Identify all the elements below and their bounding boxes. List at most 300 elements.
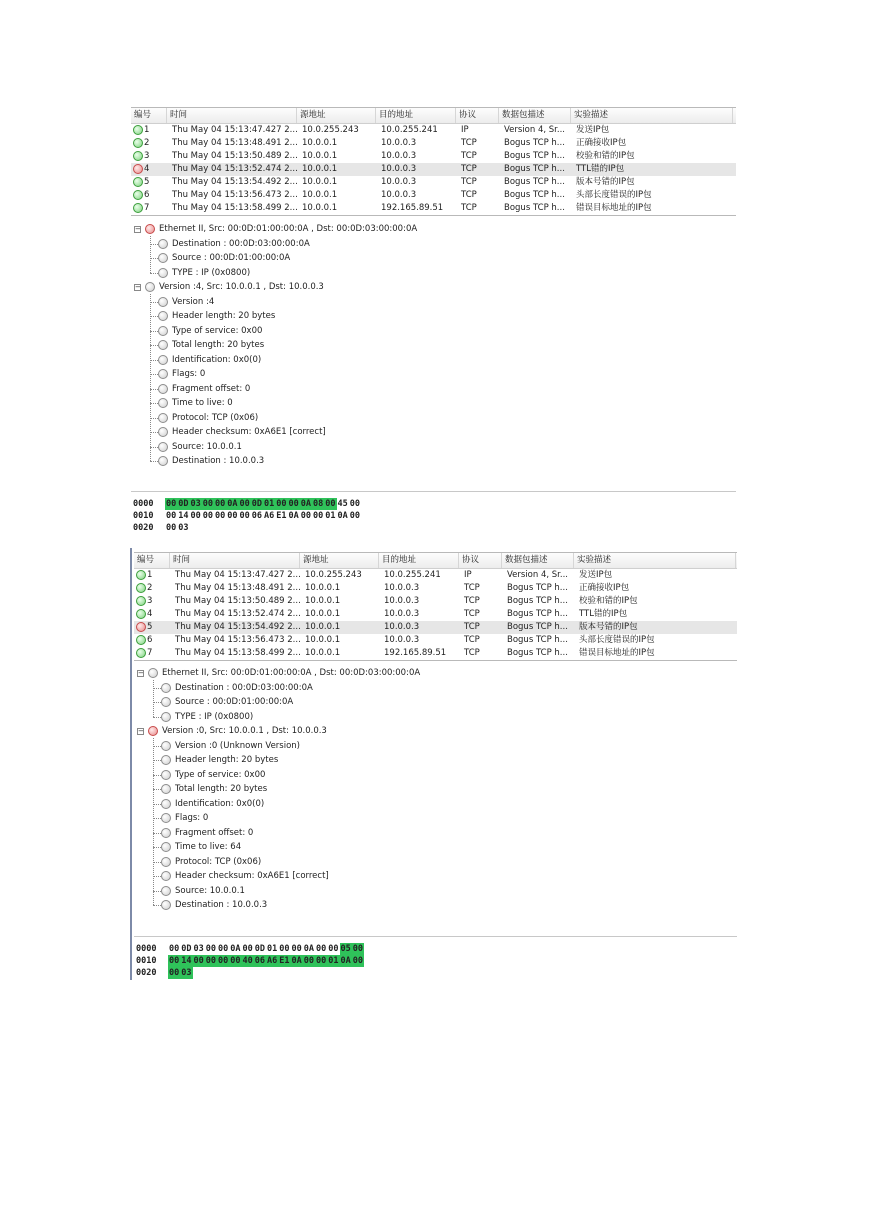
tree-field-label: Source: 10.0.0.1 [172, 441, 242, 452]
hex-byte[interactable]: 00 [169, 968, 180, 978]
hex-byte[interactable]: A6 [264, 511, 275, 521]
status-neutral-icon [148, 668, 158, 678]
experiment-description: 发送IP包 [576, 125, 610, 135]
destination-address: 10.0.255.241 [384, 570, 441, 580]
experiment-description: TTL错的IP包 [579, 609, 628, 619]
hex-byte[interactable]: 01 [325, 511, 336, 521]
table-row[interactable] [134, 634, 737, 647]
hex-byte[interactable]: 00 [288, 499, 299, 509]
destination-address: 10.0.0.3 [381, 138, 417, 148]
packet-description: Bogus TCP h... [504, 177, 565, 187]
experiment-description: 版本号错的IP包 [579, 622, 638, 632]
column-header-5[interactable]: 数据包描述 [502, 553, 574, 568]
field-node-icon [158, 340, 168, 350]
tree-connector [150, 294, 151, 462]
destination-address: 192.165.89.51 [381, 203, 444, 213]
tree-node-label: Version :4, Src: 10.0.0.1 , Dst: 10.0.0.3 [159, 282, 324, 292]
hex-byte[interactable]: 01 [267, 944, 278, 954]
packet-description: Bogus TCP h... [507, 622, 568, 632]
protocol: TCP [461, 203, 477, 213]
table-row[interactable] [131, 189, 736, 202]
tree-field-label: Destination : 10.0.0.3 [175, 900, 268, 910]
destination-address: 192.165.89.51 [384, 648, 447, 658]
tree-connector [150, 360, 158, 361]
field-node-icon [158, 369, 168, 379]
field-node-icon [161, 828, 171, 838]
tree-connector [153, 833, 161, 834]
hex-byte[interactable]: 00 [205, 944, 216, 954]
hex-byte[interactable]: 00 [193, 956, 204, 966]
packet-description: Bogus TCP h... [504, 164, 565, 174]
column-header-0[interactable]: 编号 [131, 108, 167, 123]
column-header-1[interactable]: 时间 [167, 108, 297, 123]
source-address: 10.0.0.1 [305, 648, 341, 658]
column-header-3[interactable]: 目的地址 [376, 108, 456, 123]
field-node-icon [161, 712, 171, 722]
hex-byte[interactable]: 00 [239, 511, 250, 521]
column-header-2[interactable]: 源地址 [297, 108, 376, 123]
tree-field-label: Header length: 20 bytes [172, 311, 276, 321]
hex-byte[interactable]: 01 [264, 499, 275, 509]
hex-byte[interactable]: 00 [325, 499, 336, 509]
experiment-description: 头部长度错误的IP包 [576, 190, 652, 200]
hex-row [136, 943, 364, 955]
tree-connector [150, 447, 158, 448]
hex-byte[interactable]: 00 [166, 511, 177, 521]
hex-byte[interactable]: 03 [190, 499, 201, 509]
hex-byte[interactable]: 00 [349, 511, 360, 521]
hex-row [133, 510, 361, 522]
hex-offset: 0010 [136, 956, 157, 966]
hex-byte[interactable]: 03 [178, 523, 189, 533]
packet-description: Bogus TCP h... [507, 648, 568, 658]
experiment-description: 发送IP包 [579, 570, 613, 580]
hex-byte[interactable]: 00 [313, 511, 324, 521]
hex-byte[interactable]: 06 [251, 511, 262, 521]
hex-byte[interactable]: 00 [166, 499, 177, 509]
packet-description: Version 4, Sr... [507, 570, 568, 580]
table-row[interactable] [134, 608, 737, 621]
destination-address: 10.0.0.3 [381, 164, 417, 174]
packet-time: Thu May 04 15:13:56.473 2... [175, 635, 301, 645]
column-header-5[interactable]: 数据包描述 [499, 108, 571, 123]
packet-time: Thu May 04 15:13:47.427 2... [175, 570, 301, 580]
tree-field-label: Type of service: 0x00 [172, 325, 263, 336]
tree-field-label: Destination : 00:0D:03:00:00:0A [172, 238, 310, 249]
field-node-icon [161, 813, 171, 823]
packet-number: 5 [144, 177, 150, 187]
experiment-description: 校验和错的IP包 [579, 596, 638, 606]
tree-connector [153, 717, 161, 718]
hex-byte[interactable]: 00 [215, 499, 226, 509]
field-node-icon [161, 857, 171, 867]
field-node-icon [161, 886, 171, 896]
protocol: TCP [464, 635, 480, 645]
packet-number: 4 [147, 609, 153, 619]
hex-byte[interactable]: 00 [169, 956, 180, 966]
hex-byte[interactable]: 05 [340, 944, 351, 954]
tree-field-label: Header checksum: 0xA6E1 [correct] [172, 427, 326, 437]
source-address: 10.0.255.243 [302, 125, 359, 135]
packet-list [131, 107, 736, 216]
hex-byte[interactable]: 0A [340, 956, 351, 966]
packet-description: Bogus TCP h... [504, 203, 565, 213]
collapse-toggle-icon[interactable]: − [138, 669, 144, 677]
packet-list-header [131, 108, 736, 124]
packet-number: 3 [147, 596, 153, 606]
source-address: 10.0.0.1 [305, 635, 341, 645]
packet-description: Bogus TCP h... [507, 583, 568, 593]
packet-description: Bogus TCP h... [504, 151, 565, 161]
destination-address: 10.0.0.3 [384, 596, 420, 606]
hex-byte[interactable]: 0D [181, 944, 192, 954]
source-address: 10.0.0.1 [302, 151, 338, 161]
tree-connector [150, 461, 158, 462]
tree-field-label: Destination : 10.0.0.3 [172, 456, 265, 466]
tree-field-label: Protocol: TCP (0x06) [172, 412, 259, 423]
table-row[interactable] [131, 176, 736, 189]
hex-byte[interactable]: 45 [337, 499, 348, 509]
packet-description: Bogus TCP h... [504, 190, 565, 200]
destination-address: 10.0.0.3 [381, 177, 417, 187]
tree-field-label: Protocol: TCP (0x06) [175, 856, 262, 867]
protocol: TCP [464, 583, 480, 593]
tree-field-label: TYPE : IP (0x0800) [172, 267, 251, 278]
protocol: TCP [461, 138, 477, 148]
field-node-icon [158, 456, 168, 466]
field-node-icon [161, 871, 171, 881]
tree-connector [150, 418, 158, 419]
packet-time: Thu May 04 15:13:47.427 2... [172, 125, 298, 135]
tree-field-label: Time to live: 0 [172, 398, 233, 408]
hex-byte[interactable]: 00 [239, 499, 250, 509]
protocol: TCP [464, 648, 480, 658]
column-header-2[interactable]: 源地址 [300, 553, 379, 568]
hex-byte[interactable]: A6 [267, 956, 278, 966]
table-row[interactable] [134, 621, 737, 634]
tree-connector [150, 432, 158, 433]
collapse-toggle-icon[interactable]: − [135, 283, 141, 291]
destination-address: 10.0.0.3 [381, 190, 417, 200]
hex-byte[interactable]: 00 [328, 944, 339, 954]
hex-row [136, 967, 193, 979]
field-node-icon [161, 900, 171, 910]
field-node-icon [158, 442, 168, 452]
protocol: TCP [464, 609, 480, 619]
packet-time: Thu May 04 15:13:58.499 2... [175, 648, 301, 658]
tree-field-label: Source: 10.0.0.1 [175, 885, 245, 896]
hex-byte[interactable]: 00 [300, 511, 311, 521]
tree-connector [150, 316, 158, 317]
hex-byte[interactable]: 00 [349, 499, 360, 509]
packet-time: Thu May 04 15:13:52.474 2... [175, 609, 301, 619]
packet-description: Bogus TCP h... [504, 138, 565, 148]
tree-field-label: Flags: 0 [172, 369, 206, 379]
window-left-edge [130, 548, 132, 980]
tree-field-label: Time to live: 64 [175, 842, 242, 852]
tree-field-label: Destination : 00:0D:03:00:00:0A [175, 682, 313, 693]
protocol: IP [464, 570, 472, 580]
packet-number: 2 [144, 138, 150, 148]
source-address: 10.0.0.1 [302, 138, 338, 148]
tree-connector [153, 891, 161, 892]
experiment-description: 头部长度错误的IP包 [579, 635, 655, 645]
packet-number: 6 [147, 635, 153, 645]
source-address: 10.0.0.1 [305, 622, 341, 632]
hex-byte[interactable]: 0A [291, 956, 302, 966]
tree-connector [153, 702, 161, 703]
protocol: TCP [461, 151, 477, 161]
packet-number: 4 [144, 164, 150, 174]
hex-byte[interactable]: 03 [193, 944, 204, 954]
tree-connector [150, 236, 151, 273]
table-row[interactable] [131, 163, 736, 176]
source-address: 10.0.0.1 [305, 596, 341, 606]
field-node-icon [158, 384, 168, 394]
status-error-icon [145, 224, 155, 234]
packet-time: Thu May 04 15:13:48.491 2... [175, 583, 301, 593]
hex-byte[interactable]: 00 [190, 511, 201, 521]
tree-connector [153, 876, 161, 877]
destination-address: 10.0.0.3 [384, 635, 420, 645]
column-header-3[interactable]: 目的地址 [379, 553, 459, 568]
hex-byte[interactable]: 0A [300, 499, 311, 509]
hex-byte[interactable]: 03 [181, 968, 192, 978]
status-neutral-icon [145, 282, 155, 292]
hex-byte[interactable]: 0A [303, 944, 314, 954]
tree-field-label: Source : 00:0D:01:00:00:0A [172, 253, 291, 263]
field-node-icon [161, 683, 171, 693]
tree-field-label: Source : 00:0D:01:00:00:0A [175, 697, 294, 707]
hex-byte[interactable]: 00 [291, 944, 302, 954]
table-row[interactable] [134, 582, 737, 595]
tree-field-label: Identification: 0x0(0) [175, 798, 265, 809]
collapse-toggle-icon[interactable]: − [135, 225, 141, 233]
column-header-6[interactable]: 实验描述 [574, 553, 736, 568]
packet-list-header [134, 553, 737, 569]
field-node-icon [161, 770, 171, 780]
column-header-6[interactable]: 实验描述 [571, 108, 733, 123]
hex-offset: 0010 [133, 511, 154, 521]
packet-description: Bogus TCP h... [507, 635, 568, 645]
hex-byte[interactable]: 01 [328, 956, 339, 966]
tree-field-label: TYPE : IP (0x0800) [175, 711, 254, 722]
packet-number: 6 [144, 190, 150, 200]
destination-address: 10.0.0.3 [384, 583, 420, 593]
tree-field-label: Fragment offset: 0 [175, 827, 254, 838]
field-node-icon [158, 253, 168, 263]
tree-connector [153, 746, 161, 747]
hex-byte[interactable]: 00 [166, 523, 177, 533]
hex-row [133, 522, 190, 534]
packet-time: Thu May 04 15:13:58.499 2... [172, 203, 298, 213]
protocol: IP [461, 125, 469, 135]
table-row[interactable] [131, 202, 736, 215]
table-row[interactable] [134, 595, 737, 608]
protocol: TCP [464, 622, 480, 632]
packet-time: Thu May 04 15:13:54.492 2... [172, 177, 298, 187]
hex-byte[interactable]: 00 [279, 944, 290, 954]
packet-time: Thu May 04 15:13:50.489 2... [172, 151, 298, 161]
tree-connector [150, 331, 158, 332]
hex-offset: 0000 [136, 944, 157, 954]
hex-byte[interactable]: 00 [230, 956, 241, 966]
packet-time: Thu May 04 15:13:56.473 2... [172, 190, 298, 200]
tree-node-label: Version :0, Src: 10.0.0.1 , Dst: 10.0.0.3 [162, 726, 327, 736]
hex-dump-pane [131, 491, 736, 534]
field-node-icon [158, 326, 168, 336]
tree-connector [150, 389, 158, 390]
column-header-1[interactable]: 时间 [170, 553, 300, 568]
hex-byte[interactable]: 0A [227, 499, 238, 509]
field-node-icon [161, 697, 171, 707]
tree-connector [153, 862, 161, 863]
hex-byte[interactable]: 00 [202, 511, 213, 521]
status-error-icon [148, 726, 158, 736]
hex-row [133, 498, 361, 510]
packet-number: 5 [147, 622, 153, 632]
tree-connector [153, 847, 161, 848]
protocol: TCP [461, 164, 477, 174]
tree-connector [153, 680, 154, 717]
tree-connector [150, 374, 158, 375]
field-node-icon [161, 755, 171, 765]
hex-offset: 0000 [133, 499, 154, 509]
field-node-icon [158, 297, 168, 307]
hex-byte[interactable]: 08 [313, 499, 324, 509]
hex-byte[interactable]: 00 [303, 956, 314, 966]
hex-byte[interactable]: 00 [316, 944, 327, 954]
field-node-icon [158, 398, 168, 408]
packet-time: Thu May 04 15:13:50.489 2... [175, 596, 301, 606]
hex-byte[interactable]: E1 [279, 956, 290, 966]
hex-byte[interactable]: 0D [254, 944, 265, 954]
destination-address: 10.0.0.3 [381, 151, 417, 161]
tree-connector [150, 244, 158, 245]
tree-connector [153, 789, 161, 790]
packet-number: 7 [144, 203, 150, 213]
hex-byte[interactable]: 00 [352, 944, 363, 954]
table-row[interactable] [131, 137, 736, 150]
field-node-icon [158, 427, 168, 437]
hex-byte[interactable]: 00 [205, 956, 216, 966]
hex-byte[interactable]: 00 [218, 956, 229, 966]
hex-byte[interactable]: 0A [288, 511, 299, 521]
tree-connector [150, 273, 158, 274]
hex-byte[interactable]: 0A [337, 511, 348, 521]
destination-address: 10.0.0.3 [384, 609, 420, 619]
tree-field-label: Header checksum: 0xA6E1 [correct] [175, 871, 329, 881]
experiment-description: 校验和错的IP包 [576, 151, 635, 161]
experiment-description: 错误目标地址的IP包 [576, 203, 652, 213]
hex-offset: 0020 [136, 968, 157, 978]
table-row[interactable] [131, 124, 736, 137]
packet-time: Thu May 04 15:13:54.492 2... [175, 622, 301, 632]
packet-number: 1 [144, 125, 150, 135]
collapse-toggle-icon[interactable]: − [138, 727, 144, 735]
hex-byte[interactable]: 40 [242, 956, 253, 966]
tree-field-label: Version :4 [172, 296, 215, 307]
tree-connector [153, 760, 161, 761]
hex-byte[interactable]: 0D [251, 499, 262, 509]
hex-byte[interactable]: 0D [178, 499, 189, 509]
field-node-icon [158, 355, 168, 365]
hex-byte[interactable]: 00 [202, 499, 213, 509]
tree-connector [150, 258, 158, 259]
packet-description: Bogus TCP h... [507, 596, 568, 606]
hex-byte[interactable]: 00 [352, 956, 363, 966]
tree-field-label: Version :0 (Unknown Version) [175, 740, 300, 751]
field-node-icon [158, 239, 168, 249]
table-row[interactable] [134, 647, 737, 660]
packet-number: 7 [147, 648, 153, 658]
hex-byte[interactable]: 00 [169, 944, 180, 954]
hex-byte[interactable]: 0A [230, 944, 241, 954]
tree-connector [150, 302, 158, 303]
source-address: 10.0.0.1 [302, 177, 338, 187]
column-header-4[interactable]: 协议 [456, 108, 499, 123]
hex-byte[interactable]: 00 [227, 511, 238, 521]
hex-byte[interactable]: 00 [215, 511, 226, 521]
hex-byte[interactable]: 00 [242, 944, 253, 954]
tree-field-label: Total length: 20 bytes [172, 340, 265, 350]
hex-byte[interactable]: 14 [181, 956, 192, 966]
tree-connector [153, 818, 161, 819]
field-node-icon [158, 413, 168, 423]
hex-byte[interactable]: E1 [276, 511, 287, 521]
hex-byte[interactable]: 06 [254, 956, 265, 966]
packet-list [134, 552, 737, 661]
tree-connector [150, 403, 158, 404]
packet-description: Version 4, Sr... [504, 125, 565, 135]
field-node-icon [161, 842, 171, 852]
column-header-0[interactable]: 编号 [134, 553, 170, 568]
tree-node-label: Ethernet II, Src: 00:0D:01:00:00:0A , Dst: 00:0D:03:00:00:0A [162, 668, 421, 678]
field-node-icon [161, 741, 171, 751]
experiment-description: TTL错的IP包 [576, 164, 625, 174]
source-address: 10.0.0.1 [302, 190, 338, 200]
experiment-description: 正确接收IP包 [579, 583, 630, 593]
tree-field-label: Identification: 0x0(0) [172, 354, 262, 365]
tree-field-label: Fragment offset: 0 [172, 383, 251, 394]
tree-connector [153, 688, 161, 689]
table-row[interactable] [131, 150, 736, 163]
tree-field-label: Header length: 20 bytes [175, 755, 279, 765]
table-row[interactable] [134, 569, 737, 582]
field-node-icon [161, 784, 171, 794]
hex-byte[interactable]: 00 [218, 944, 229, 954]
packet-number: 3 [144, 151, 150, 161]
tree-field-label: Type of service: 0x00 [175, 769, 266, 780]
source-address: 10.0.0.1 [305, 583, 341, 593]
tree-node-label: Ethernet II, Src: 00:0D:01:00:00:0A , Dst: 00:0D:03:00:00:0A [159, 224, 418, 234]
source-address: 10.0.255.243 [305, 570, 362, 580]
source-address: 10.0.0.1 [305, 609, 341, 619]
tree-field-label: Total length: 20 bytes [175, 784, 268, 794]
tree-connector [150, 345, 158, 346]
packet-time: Thu May 04 15:13:48.491 2... [172, 138, 298, 148]
tree-field-label: Flags: 0 [175, 813, 209, 823]
tree-connector [153, 905, 161, 906]
tree-connector [153, 775, 161, 776]
experiment-description: 错误目标地址的IP包 [579, 648, 655, 658]
hex-byte[interactable]: 00 [276, 499, 287, 509]
column-header-4[interactable]: 协议 [459, 553, 502, 568]
hex-byte[interactable]: 00 [316, 956, 327, 966]
hex-byte[interactable]: 14 [178, 511, 189, 521]
field-node-icon [158, 311, 168, 321]
experiment-description: 版本号错的IP包 [576, 177, 635, 187]
